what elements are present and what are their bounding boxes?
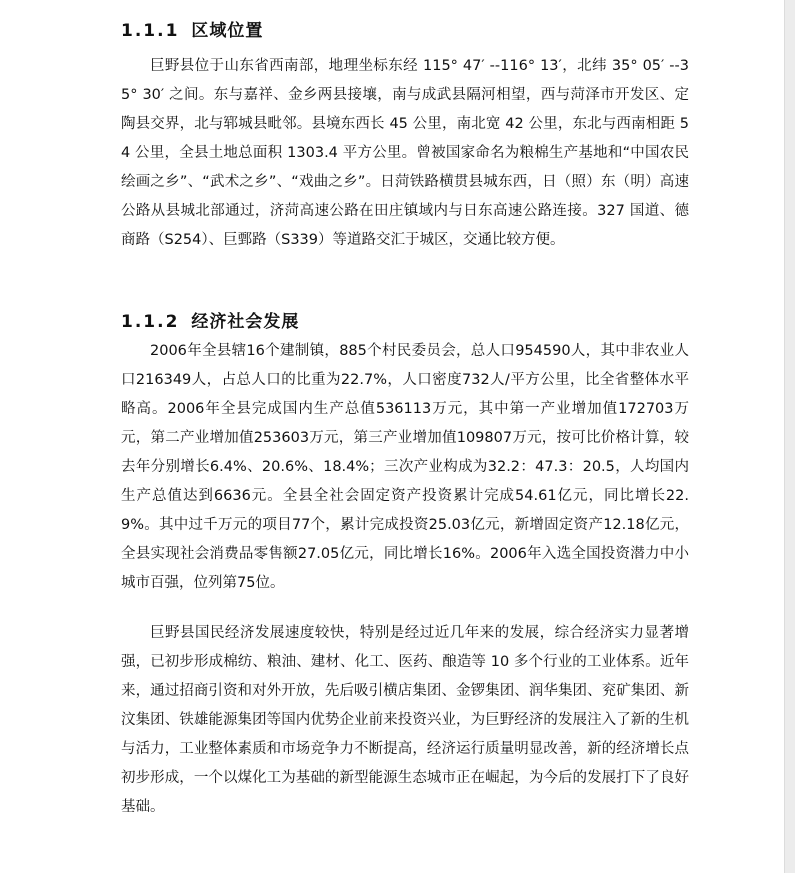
section-title: 区域位置 — [191, 21, 264, 41]
section-number: 1.1.2 — [121, 312, 180, 332]
paragraph-location: 巨野县位于山东省西南部，地理坐标东经 115° 47′ --116° 13′，北纬 35° 05′ --35° 30′ 之间。东与嘉祥、金乡两县接壤，南与成武县隔河相望，西与菏泽市开发区、定陶县交界，北与郓城县毗邻。县境东西长 45 公里，南北宽 42 公里，东北与西南相距 54 公里，全县土地总面积 1303.4 平方公里。曾被国家命名为粮棉生产基地和“中国农民绘画之乡”、“武术之乡”、“戏曲之乡”。日菏铁路横贯县城东西，日（照）东（明）高速公路从县城北部通过，济菏高速公路在田庄镇域内与日东高速公路连接。327 国道、德商路（S254）、巨鄄路（S339）等道路交汇于城区，交通比较方便。 — [121, 58, 689, 248]
paragraph-economy-statistics: 2006年全县辖16个建制镇，885个村民委员会，总人口954590人，其中非农业人口216349人，占总人口的比重为22.7%，人口密度732人/平方公里，比全省整体水平略高。2006年全县完成国内生产总值536113万元，其中第一产业增加值172703万元，第二产业增加值253603万元，第三产业增加值109807万元，按可比价格计算，较去年分别增长6.4%、20.6%、18.4%；三次产业构成为32.2：47.3：20.5，人均国内生产总值达到6636元。全县全社会固定资产投资累计完成54.61亿元，同比增长22.9%。其中过千万元的项目77个，累计完成投资25.03亿元，新增固定资产12.18亿元，全县实现社会消费品零售额27.05亿元，同比增长16%。2006年入选全国投资潜力中小城市百强，位列第75位。 — [121, 343, 689, 591]
section-heading-economy — [121, 307, 299, 332]
section-heading-location — [121, 16, 263, 41]
section-number: 1.1.1 — [121, 21, 180, 41]
page-edge-divider — [784, 0, 795, 873]
paragraph-economy-industry: 巨野县国民经济发展速度较快，特别是经过近几年来的发展，综合经济实力显著增强，已初步形成棉纺、粮油、建材、化工、医药、酿造等 10 多个行业的工业体系。近年来，通过招商引资和对外开放，先后吸引横店集团、金锣集团、润华集团、兖矿集团、新汶集团、铁雄能源集团等国内优势企业前来投资兴业，为巨野经济的发展注入了新的生机与活力，工业整体素质和市场竞争力不断提高，经济运行质量明显改善，新的经济增长点初步形成，一个以煤化工为基础的新型能源生态城市正在崛起，为今后的发展打下了良好基础。 — [121, 625, 689, 815]
section-title: 经济社会发展 — [191, 312, 300, 332]
